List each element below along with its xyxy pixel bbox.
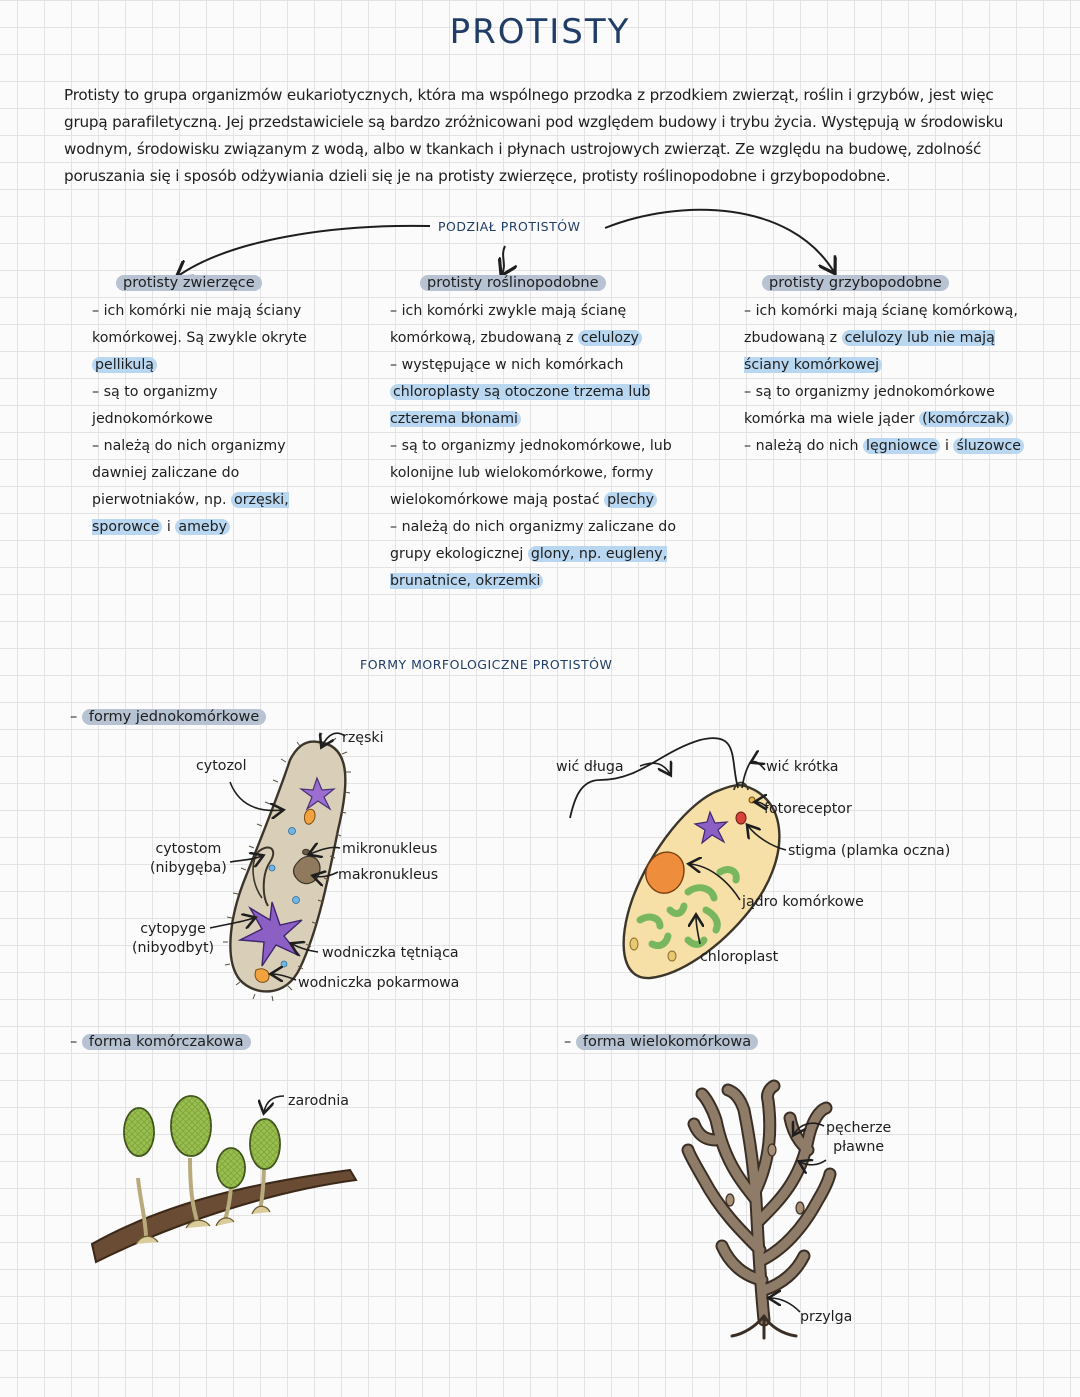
- label-holdfast: przylga: [800, 1309, 853, 1325]
- arrow-left: [178, 226, 430, 276]
- column-funguslike: [744, 298, 1036, 460]
- funguslike-point-2: – są to organizmy jednokomórkowe komórka ma wiele jąder (komórczak): [744, 379, 1036, 433]
- page-title: PROTISTY: [449, 12, 631, 52]
- label-macronucleus: makronukleus: [338, 867, 439, 883]
- label-bladders: pęcherze pławne: [826, 1120, 892, 1155]
- column-heading-plantlike: protisty roślinopodobne: [420, 275, 606, 291]
- label-cytostome: cytostom (nibygęba): [150, 841, 227, 876]
- label-food-vacuole: wodniczka pokarmowa: [298, 975, 460, 991]
- animal-point-1: – ich komórki nie mają ściany komórkowej. Są zwykle okryte pellikulą: [92, 303, 307, 373]
- label-sporangium: zarodnia: [288, 1093, 349, 1109]
- plantlike-point-1: – ich komórki zwykle mają ścianę komórkową, zbudowaną z celulozy: [390, 298, 690, 352]
- label-chloroplast: chloroplast: [700, 949, 779, 965]
- column-animal: [92, 298, 324, 541]
- animal-point-2: – są to organizmy jednokomórkowe: [92, 384, 218, 427]
- form-heading-unicellular: – formy jednokomórkowe: [70, 709, 266, 725]
- label-nucleus: jądro komórkowe: [742, 894, 864, 910]
- label-micronucleus: mikronukleus: [342, 841, 438, 857]
- intro-paragraph: Protisty to grupa organizmów eukariotycznych, która ma wspólnego przodka z przodkiem zwierząt, roślin i grzybów, jest więc grupą parafiletyczną. Jej przedstawiciele są bardzo zróżnicowani pod względem budowy i trybu życia. Występują w środowisku wodnym, środowisku związanym z wodą, albo w tkankach i płynach ustrojowych zwierząt. Ze względu na budowę, zdolność poruszania się i sposób odżywiania dzieli się je na protisty zwierzęce, protisty roślinopodobne i grzybopodobne.: [64, 86, 1004, 185]
- label-short-flagellum: wić krótka: [766, 759, 839, 775]
- division-heading: PODZIAŁ PROTISTÓW: [438, 219, 581, 234]
- plantlike-point-4: – należą do nich organizmy zaliczane do grupy ekologicznej glony, np. eugleny, brunatnice, okrzemki: [390, 519, 676, 589]
- slime-mold-illustration: [92, 1096, 356, 1262]
- label-stigma: stigma (plamka oczna): [788, 843, 951, 859]
- animal-point-3: – należą do nich organizmy dawniej zaliczane do pierwotniaków, np. orzęski, sporowce i ameby: [92, 438, 289, 535]
- column-heading-funguslike: protisty grzybopodobne: [762, 275, 949, 291]
- form-heading-coenocytic: – forma komórczakowa: [70, 1034, 251, 1050]
- plantlike-point-3: – są to organizmy jednokomórkowe, lub kolonijne lub wielokomórkowe, formy wielokomórkowe mają postać plechy: [390, 438, 672, 508]
- label-cytopyge: cytopyge (nibyodbyt): [132, 921, 215, 956]
- morphology-heading: FORMY MORFOLOGICZNE PROTISTÓW: [360, 657, 613, 672]
- label-photoreceptor: fotoreceptor: [764, 801, 852, 817]
- label-contractile-vacuole: wodniczka tętniąca: [322, 945, 459, 961]
- column-plantlike: [390, 298, 690, 595]
- plantlike-point-2: – występujące w nich komórkach chloroplasty są otoczone trzema lub czterema błonami: [390, 357, 651, 427]
- form-heading-multicellular: – forma wielokomórkowa: [564, 1034, 758, 1050]
- label-cilia: rzęski: [342, 730, 384, 746]
- arrow-right: [605, 210, 834, 272]
- funguslike-point-3: – należą do nich lęgniowce i śluzowce: [744, 433, 1036, 460]
- column-heading-animal: protisty zwierzęce: [116, 275, 262, 291]
- label-cytosol: cytozol: [196, 758, 247, 774]
- arrow-center: [502, 246, 505, 274]
- funguslike-point-1: – ich komórki mają ścianę komórkową, zbudowaną z celulozy lub nie mają ściany komórkowej: [744, 303, 1018, 373]
- label-long-flagellum: wić długa: [556, 759, 624, 775]
